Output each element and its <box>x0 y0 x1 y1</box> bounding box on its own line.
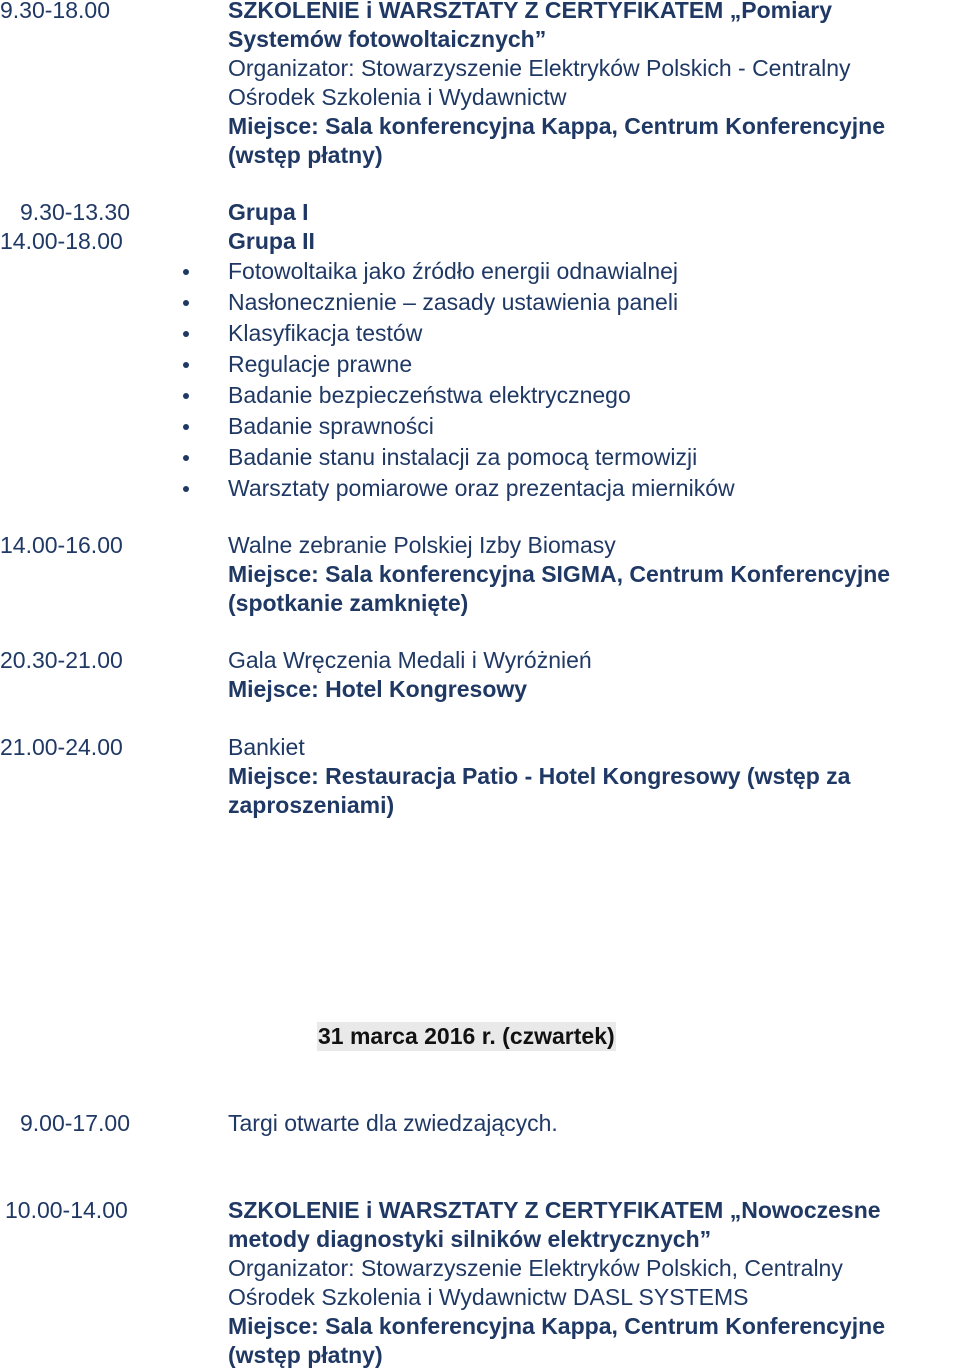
event-entry-note: (wstęp płatny) <box>228 142 383 168</box>
topic-label: Regulacje prawne <box>228 351 413 377</box>
event-title-line: SZKOLENIE i WARSZTATY Z CERTYFIKATEM „Nowoczesne <box>228 1197 881 1223</box>
event-title: Gala Wręczenia Medali i Wyróżnień <box>228 647 592 673</box>
event-title: Targi otwarte dla zwiedzających. <box>228 1110 558 1136</box>
group-time: 14.00-18.00 <box>0 228 123 254</box>
day-heading: 31 marca 2016 r. (czwartek) <box>318 1023 615 1049</box>
event-place: Miejsce: Sala konferencyjna SIGMA, Centrum Konferencyjne <box>228 561 891 587</box>
event-time: 9.00-17.00 <box>20 1110 130 1136</box>
event-title-line: metody diagnostyki silników elektrycznych” <box>228 1226 712 1252</box>
event-time: 21.00-24.00 <box>0 734 123 760</box>
list-item <box>228 318 956 349</box>
bullet-icon <box>183 300 189 306</box>
bullet-icon <box>183 362 189 368</box>
bullet-icon <box>183 269 189 275</box>
event-entry-note: (wstęp płatny) <box>228 1342 383 1368</box>
list-item <box>228 442 956 473</box>
event-place: Miejsce: Sala konferencyjna Kappa, Centrum Konferencyjne <box>228 113 885 139</box>
event-organizer-line: Ośrodek Szkolenia i Wydawnictw <box>228 84 567 110</box>
event-organizer-line: Ośrodek Szkolenia i Wydawnictw DASL SYSTEMS <box>228 1284 749 1310</box>
topic-label: Badanie stanu instalacji za pomocą termowizji <box>228 444 698 470</box>
topic-label: Nasłonecznienie – zasady ustawienia paneli <box>228 289 679 315</box>
bullet-icon <box>183 393 189 399</box>
event-details <box>228 531 956 618</box>
list-item <box>228 256 956 287</box>
event-place-line: zaproszeniami) <box>228 792 395 818</box>
list-item <box>228 287 956 318</box>
bullet-icon <box>183 331 189 337</box>
event-organizer-line: Organizator: Stowarzyszenie Elektryków Polskich - Centralny <box>228 55 851 81</box>
topic-label: Warsztaty pomiarowe oraz prezentacja mierników <box>228 475 735 501</box>
event-place: Miejsce: Hotel Kongresowy <box>228 676 528 702</box>
event-note: (spotkanie zamknięte) <box>228 590 469 616</box>
bullet-icon <box>183 424 189 430</box>
event-organizer-line: Organizator: Stowarzyszenie Elektryków Polskich, Centralny <box>228 1255 843 1281</box>
topic-label: Klasyfikacja testów <box>228 320 423 346</box>
event-details <box>228 1196 956 1370</box>
event-title-line: SZKOLENIE i WARSZTATY Z CERTYFIKATEM „Pomiary <box>228 0 832 23</box>
group-label: Grupa I <box>228 199 309 225</box>
event-details <box>228 646 956 704</box>
bullet-icon <box>183 486 189 492</box>
topic-label: Badanie sprawności <box>228 413 434 439</box>
event-time: 10.00-14.00 <box>5 1197 128 1223</box>
event-details <box>228 733 956 820</box>
bullet-icon <box>183 455 189 461</box>
topics-list <box>228 256 956 504</box>
event-time: 14.00-16.00 <box>0 532 123 558</box>
event-title: Walne zebranie Polskiej Izby Biomasy <box>228 532 616 558</box>
topic-label: Fotowoltaika jako źródło energii odnawialnej <box>228 258 679 284</box>
topic-label: Badanie bezpieczeństwa elektrycznego <box>228 382 631 408</box>
event-time: 9.30-18.00 <box>0 0 110 23</box>
event-time: 20.30-21.00 <box>0 647 123 673</box>
event-place-line: Miejsce: Restauracja Patio - Hotel Kongresowy (wstęp za <box>228 763 851 789</box>
list-item <box>228 380 956 411</box>
group-time: 9.30-13.30 <box>20 199 130 225</box>
group-label: Grupa II <box>228 228 315 254</box>
list-item <box>228 473 956 504</box>
event-place: Miejsce: Sala konferencyjna Kappa, Centrum Konferencyjne <box>228 1313 885 1339</box>
event-title: Bankiet <box>228 734 305 760</box>
list-item <box>228 349 956 380</box>
event-details <box>228 0 956 170</box>
list-item <box>228 411 956 442</box>
event-title-line: Systemów fotowoltaicznych” <box>228 26 547 52</box>
